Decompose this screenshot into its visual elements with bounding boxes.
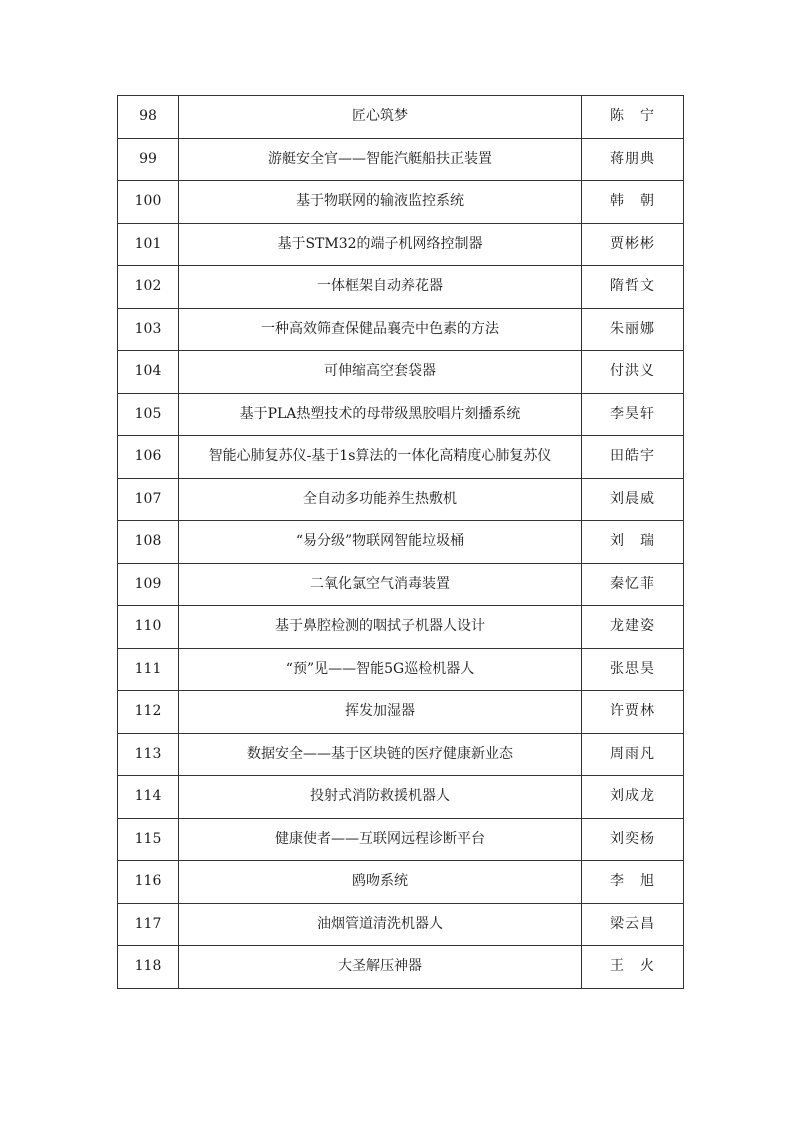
row-number-cell: 117	[118, 903, 179, 946]
row-number-cell: 109	[118, 563, 179, 606]
table-row	[118, 308, 684, 351]
table-row	[118, 946, 684, 989]
row-number-cell: 100	[118, 181, 179, 224]
row-number-cell: 111	[118, 648, 179, 691]
project-title-cell: “易分级”物联网智能垃圾桶	[179, 521, 582, 564]
author-name-cell: 付洪义	[582, 351, 684, 394]
table-row	[118, 733, 684, 776]
author-name-cell: 韩 朝	[582, 181, 684, 224]
table-row	[118, 478, 684, 521]
author-name-cell: 秦忆菲	[582, 563, 684, 606]
row-number-cell: 118	[118, 946, 179, 989]
table-row	[118, 266, 684, 309]
row-number-cell: 102	[118, 266, 179, 309]
row-number-cell: 112	[118, 691, 179, 734]
row-number-cell: 110	[118, 606, 179, 649]
table-row	[118, 436, 684, 479]
author-name-cell: 贾彬彬	[582, 223, 684, 266]
row-number-cell: 115	[118, 818, 179, 861]
table-row	[118, 648, 684, 691]
table-row	[118, 606, 684, 649]
author-name-cell: 龙建姿	[582, 606, 684, 649]
author-name-cell: 周雨凡	[582, 733, 684, 776]
project-title-cell: 健康使者——互联网远程诊断平台	[179, 818, 582, 861]
project-title-cell: 基于鼻腔检测的咽拭子机器人设计	[179, 606, 582, 649]
row-number-cell: 104	[118, 351, 179, 394]
table-row	[118, 223, 684, 266]
row-number-cell: 98	[118, 96, 179, 139]
author-name-cell: 刘奕杨	[582, 818, 684, 861]
project-title-cell: 匠心筑梦	[179, 96, 582, 139]
project-title-cell: 智能心肺复苏仪-基于1s算法的一体化高精度心肺复苏仪	[179, 436, 582, 479]
row-number-cell: 107	[118, 478, 179, 521]
author-name-cell: 田皓宇	[582, 436, 684, 479]
row-number-cell: 113	[118, 733, 179, 776]
project-title-cell: 基于PLA热塑技术的母带级黑胶唱片刻播系统	[179, 393, 582, 436]
author-name-cell: 李 旭	[582, 861, 684, 904]
row-number-cell: 108	[118, 521, 179, 564]
project-title-cell: 投射式消防救援机器人	[179, 776, 582, 819]
table-row	[118, 818, 684, 861]
author-name-cell: 许贾林	[582, 691, 684, 734]
author-name-cell: 王 火	[582, 946, 684, 989]
row-number-cell: 101	[118, 223, 179, 266]
author-name-cell: 李昊轩	[582, 393, 684, 436]
table-row	[118, 903, 684, 946]
author-name-cell: 陈 宁	[582, 96, 684, 139]
row-number-cell: 116	[118, 861, 179, 904]
project-title-cell: 一体框架自动养花器	[179, 266, 582, 309]
project-title-cell: 基于STM32的端子机网络控制器	[179, 223, 582, 266]
author-name-cell: 梁云昌	[582, 903, 684, 946]
author-name-cell: 隋哲文	[582, 266, 684, 309]
table-row	[118, 563, 684, 606]
row-number-cell: 114	[118, 776, 179, 819]
author-name-cell: 朱丽娜	[582, 308, 684, 351]
table-row	[118, 138, 684, 181]
project-title-cell: 油烟管道清洗机器人	[179, 903, 582, 946]
table-row	[118, 181, 684, 224]
project-list-table	[117, 95, 684, 989]
author-name-cell: 张思昊	[582, 648, 684, 691]
project-title-cell: 基于物联网的输液监控系统	[179, 181, 582, 224]
project-title-cell: 二氧化氯空气消毒装置	[179, 563, 582, 606]
project-title-cell: 可伸缩高空套袋器	[179, 351, 582, 394]
project-title-cell: “预”见——智能5G巡检机器人	[179, 648, 582, 691]
project-title-cell: 大圣解压神器	[179, 946, 582, 989]
table-row	[118, 96, 684, 139]
row-number-cell: 105	[118, 393, 179, 436]
author-name-cell: 刘成龙	[582, 776, 684, 819]
table-row	[118, 351, 684, 394]
table-row	[118, 776, 684, 819]
project-title-cell: 数据安全——基于区块链的医疗健康新业态	[179, 733, 582, 776]
row-number-cell: 103	[118, 308, 179, 351]
table-row	[118, 861, 684, 904]
table-row	[118, 521, 684, 564]
project-title-cell: 全自动多功能养生热敷机	[179, 478, 582, 521]
project-title-cell: 挥发加湿器	[179, 691, 582, 734]
author-name-cell: 蒋朋典	[582, 138, 684, 181]
author-name-cell: 刘 瑞	[582, 521, 684, 564]
row-number-cell: 99	[118, 138, 179, 181]
project-title-cell: 游艇安全官——智能汽艇船扶正装置	[179, 138, 582, 181]
project-title-cell: 鸥吻系统	[179, 861, 582, 904]
project-title-cell: 一种高效筛查保健品襄壳中色素的方法	[179, 308, 582, 351]
row-number-cell: 106	[118, 436, 179, 479]
table-row	[118, 691, 684, 734]
table-row	[118, 393, 684, 436]
table-body	[118, 96, 684, 989]
author-name-cell: 刘晨威	[582, 478, 684, 521]
